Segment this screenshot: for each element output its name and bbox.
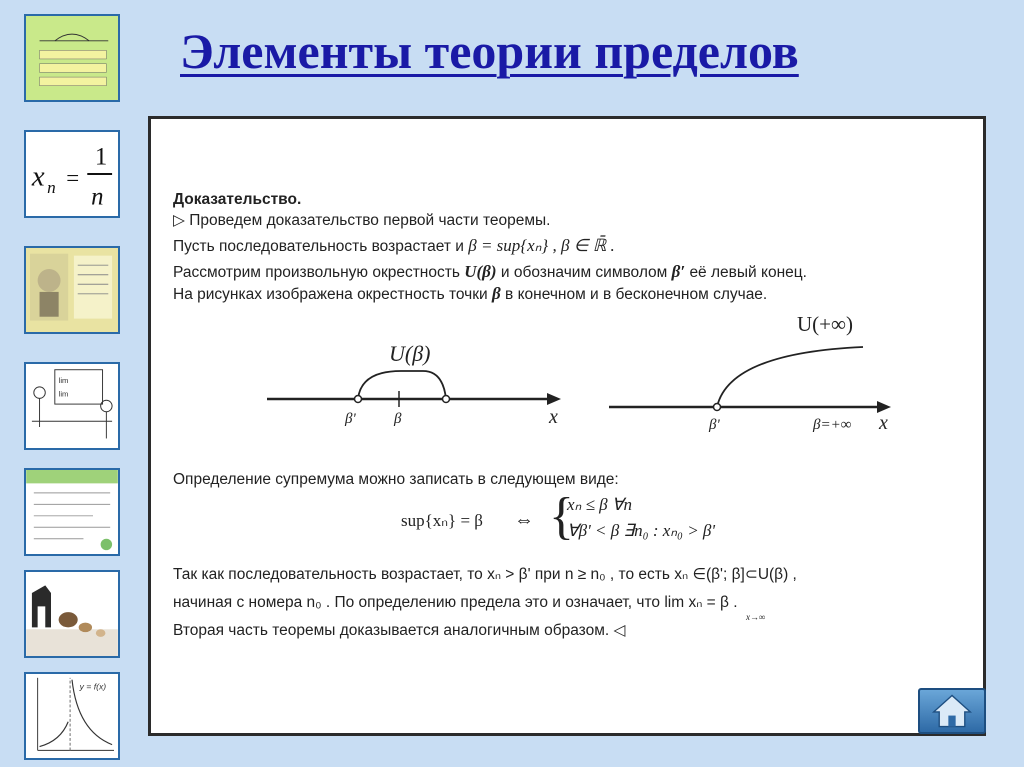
conclusion-line-1: Так как последовательность возрастает, то xₙ > β' при n ≥ n₀ , то есть xₙ ∈(β'; β]⊂U(β) , — [173, 566, 797, 583]
thumb-sequence-formula — [26, 132, 118, 216]
thumb-number-line-illustration — [26, 16, 118, 100]
svg-text:=: = — [66, 165, 80, 191]
thumb-text-slide-illustration — [26, 470, 118, 554]
proof-heading: Доказательство. — [173, 191, 302, 208]
svg-text:n: n — [47, 178, 56, 198]
supremum-intro-text: Определение супремума можно записать в следующем виде: — [173, 471, 619, 488]
proof-line-3-math2: β′ — [671, 262, 686, 281]
proof-line-3-mid: и обозначим символом — [500, 264, 668, 281]
nav-thumb-3[interactable] — [24, 246, 120, 334]
system-brace: { — [549, 488, 574, 545]
svg-text:n: n — [91, 183, 104, 211]
left-open-point-end — [443, 396, 450, 403]
nav-thumb-1[interactable] — [24, 14, 120, 102]
supremum-condition-2: ∀β' < β ∃n₀ : xₙ₀ > β' — [567, 521, 716, 540]
svg-text:lim: lim — [58, 389, 69, 399]
proof-line-4-suffix: в конечном и в бесконечном случае. — [505, 286, 768, 303]
proof-line-4-text: На рисунках изображена окрестность точки — [173, 286, 488, 303]
left-open-point-start — [355, 396, 362, 403]
content-panel — [148, 116, 986, 736]
svg-text:y = f(x): y = f(x) — [79, 681, 107, 692]
left-beta-label: β — [394, 411, 402, 427]
right-open-point — [714, 404, 721, 411]
right-axis-label: x — [879, 412, 888, 434]
limit-subscript: x→∞ — [746, 612, 766, 622]
home-icon — [920, 690, 984, 732]
supremum-left-side: sup{xₙ} = β — [401, 511, 483, 530]
proof-line-1: Проведем доказательство первой части теоремы. — [189, 212, 551, 229]
proof-line-3-math1: U(β) — [464, 262, 497, 281]
home-button[interactable] — [918, 688, 986, 734]
proof-line-3-suffix: её левый конец. — [689, 264, 807, 281]
conclusion-line-3: Вторая часть теоремы доказывается аналогичным образом. ◁ — [173, 622, 626, 639]
left-beta-prime-label: β' — [345, 411, 356, 427]
conclusion-line-2: начиная с номера n₀ . По определению предела это и означает, что lim xₙ = β . — [173, 594, 738, 611]
right-neighborhood-label: U(+∞) — [797, 312, 853, 336]
conclusion-block — [173, 561, 963, 645]
left-axis-arrow — [547, 393, 561, 405]
proof-line-4-math: β — [492, 284, 501, 303]
thumb-dogs-illustration — [26, 572, 118, 656]
proof-line-2-math: β = sup{xₙ} , β ∈ ℝ̄ . — [468, 236, 615, 255]
proof-start-marker: ▷ — [173, 212, 185, 229]
right-neighborhood-arc — [717, 347, 863, 407]
supremum-condition-1: xₙ ≤ β ∀n — [567, 495, 632, 514]
nav-thumb-7[interactable] — [24, 672, 120, 760]
thumb-cartoon-illustration — [26, 364, 118, 448]
svg-text:1: 1 — [94, 143, 108, 171]
supremum-intro — [173, 469, 963, 490]
proof-block — [173, 189, 963, 305]
nav-thumb-6[interactable] — [24, 570, 120, 658]
neighborhood-figures — [151, 309, 986, 459]
page-title: Элементы теории пределов — [180, 23, 799, 79]
svg-text:lim: lim — [58, 376, 69, 386]
thumb-portrait-illustration — [26, 248, 118, 332]
nav-thumb-4[interactable] — [24, 362, 120, 450]
proof-line-3-text: Рассмотрим произвольную окрестность — [173, 264, 460, 281]
nav-thumb-2[interactable] — [24, 130, 120, 218]
right-beta-infinity-label: β=+∞ — [813, 417, 852, 433]
nav-thumb-5[interactable] — [24, 468, 120, 556]
left-neighborhood-arc — [358, 371, 446, 399]
proof-line-2-text: Пусть последовательность возрастает и — [173, 238, 464, 255]
equivalence-arrow: ⇔ — [514, 509, 534, 531]
left-neighborhood-label: U(β) — [389, 341, 431, 366]
left-axis-label: x — [549, 406, 558, 428]
svg-text:x: x — [31, 160, 45, 193]
supremum-definition — [401, 488, 801, 549]
right-beta-prime-label: β' — [709, 417, 720, 433]
thumb-graph-illustration — [26, 674, 118, 758]
